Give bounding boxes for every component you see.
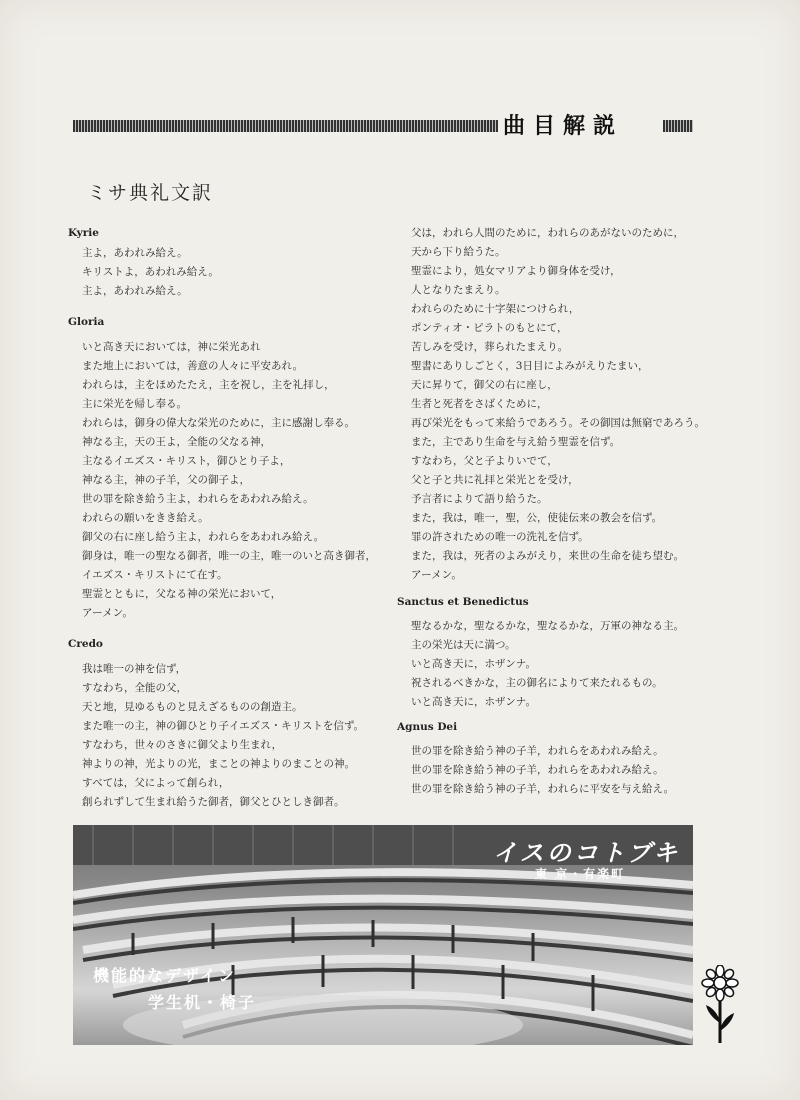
text-line: 主の栄光は天に満つ。	[411, 639, 516, 651]
text-line: キリストよ，あわれみ給え。	[82, 266, 219, 278]
text-line: また地上においては，善意の人々に平安あれ。	[82, 360, 304, 372]
text-line: 創られずして生まれ給うた御者，御父とひとしき御者。	[82, 796, 345, 808]
text-line: 聖霊とともに，父なる神の栄光において，	[82, 588, 282, 600]
text-line: 神よりの神，光よりの光，まことの神よりのまことの神。	[82, 758, 355, 770]
text-line: すべては，父によって創られ，	[82, 777, 230, 789]
text-line: 世の罪を除き給う主よ，われらをあわれみ給え。	[82, 493, 314, 505]
text-line: また，我は，唯一，聖，公，使徒伝来の教会を信ず。	[411, 512, 663, 524]
text-line: 主なるイエズス・キリスト，御ひとり子よ，	[82, 455, 291, 467]
text-line: 御身は，唯一の聖なる御者，唯一の主，唯一のいと高き御者，	[82, 550, 376, 562]
text-line: イエズス・キリストにて在す。	[82, 569, 228, 581]
text-line: また唯一の主，神の御ひとり子イエズス・キリストを信ず。	[82, 720, 365, 732]
text-line: すなわち，世々のさきに御父より生まれ，	[82, 739, 283, 751]
text-line: 神なる主，神の子羊，父の御子よ，	[82, 474, 250, 486]
ad-product: 学生机・椅子	[148, 993, 257, 1012]
text-line: 主に栄光を帰し奉る。	[82, 398, 187, 410]
text-line: 世の罪を除き給う神の子羊，われらをあわれみ給え。	[411, 764, 664, 776]
flower-icon	[700, 965, 740, 1045]
text-line: また，我は，死者のよみがえり，来世の生命を徒ち望む。	[411, 550, 684, 562]
text-line: 主よ，あわれみ給え。	[82, 247, 188, 259]
text-line: われらの願いをきき給え。	[82, 512, 209, 524]
section-header	[73, 112, 693, 142]
text-line: 苦しみを受け，葬られたまえり。	[411, 341, 569, 353]
text-line: 人となりたまえり。	[411, 284, 506, 296]
text-line: 天に昇りて，御父の右に座し，	[411, 379, 558, 391]
text-line: 父は，われら人間のために，われらのあがないのために，	[411, 227, 684, 239]
ad-slogan: 機能的なデザイン	[93, 966, 236, 985]
right-column	[397, 224, 712, 799]
text-line: アーメン。	[82, 607, 133, 619]
text-line: 天と地，見ゆるものと見えざるものの創造主。	[82, 701, 303, 713]
text-line: 予言者によりて語り給うた。	[411, 493, 548, 505]
part-title-credo: Credo	[68, 638, 103, 650]
text-line: 主よ，あわれみ給え。	[82, 285, 188, 297]
text-line: 聖霊により，処女マリアより御身体を受け，	[411, 265, 621, 277]
brand-location: 東 京・有楽町	[535, 867, 626, 881]
text-line: われらは，主をほめたたえ，主を祝し，主を礼拝し，	[82, 379, 335, 391]
header-rule-left	[73, 120, 498, 132]
text-line: いと高き天に，ホザンナ。	[411, 696, 537, 708]
brand-logo-text: イスのコトブキ	[493, 839, 681, 867]
text-line: 世の罪を除き給う神の子羊，われらに平安を与え給え。	[411, 783, 675, 795]
part-title-sanctus: Sanctus et Benedictus	[397, 596, 529, 608]
text-line: 御父の右に座し給う主よ，われらをあわれみ給え。	[82, 531, 325, 543]
text-line: アーメン。	[411, 569, 462, 581]
text-line: 我は唯一の神を信ず，	[82, 663, 187, 675]
text-line: 聖書にありしごとく，3日目によみがえりたまい，	[411, 360, 649, 372]
text-line: また，主であり生命を与え給う聖霊を信ず。	[411, 436, 621, 448]
text-line: 父と子と共に礼拝と栄光とを受け，	[411, 474, 579, 486]
text-line: 世の罪を除き給う神の子羊，われらをあわれみ給え。	[411, 745, 664, 757]
left-column	[68, 222, 378, 812]
part-title-kyrie: Kyrie	[68, 227, 99, 239]
part-title-agnus-dei: Agnus Dei	[397, 721, 458, 733]
text-line: 天から下り給うた。	[411, 246, 506, 258]
text-line: すなわち，全能の父，	[82, 682, 187, 694]
text-line: われらのために十字架につけられ，	[411, 303, 580, 315]
text-line: 聖なるかな，聖なるかな，聖なるかな，万軍の神なる主。	[411, 620, 684, 632]
section-title: ミサ典礼文訳	[87, 182, 214, 204]
advertisement-photo	[73, 825, 693, 1045]
text-line: いと高き天に，ホザンナ。	[411, 658, 537, 670]
text-line: われらは，御身の偉大な栄光のために，主に感謝し奉る。	[82, 417, 355, 429]
part-title-gloria: Gloria	[68, 316, 105, 328]
text-line: いと高き天においては，神に栄光あれ	[82, 341, 261, 353]
header-rule-right	[663, 120, 693, 132]
text-line: 再び栄光をもって来給うであろう。その御国は無窮であろう。	[411, 417, 705, 429]
text-line: 神なる主，天の王よ，全能の父なる神，	[82, 436, 271, 448]
text-line: すなわち，父と子よりいでて，	[411, 455, 558, 467]
text-line: 祝されるべきかな，主の御名によりて来たれるもの。	[411, 677, 663, 689]
page-title: 曲目解説	[503, 114, 624, 139]
text-line: ポンティオ・ピラトのもとにて，	[411, 322, 568, 334]
text-line: 罪の許されための唯一の洗礼を信ず。	[411, 531, 589, 543]
text-line: 生者と死者をさばくために，	[411, 398, 548, 410]
